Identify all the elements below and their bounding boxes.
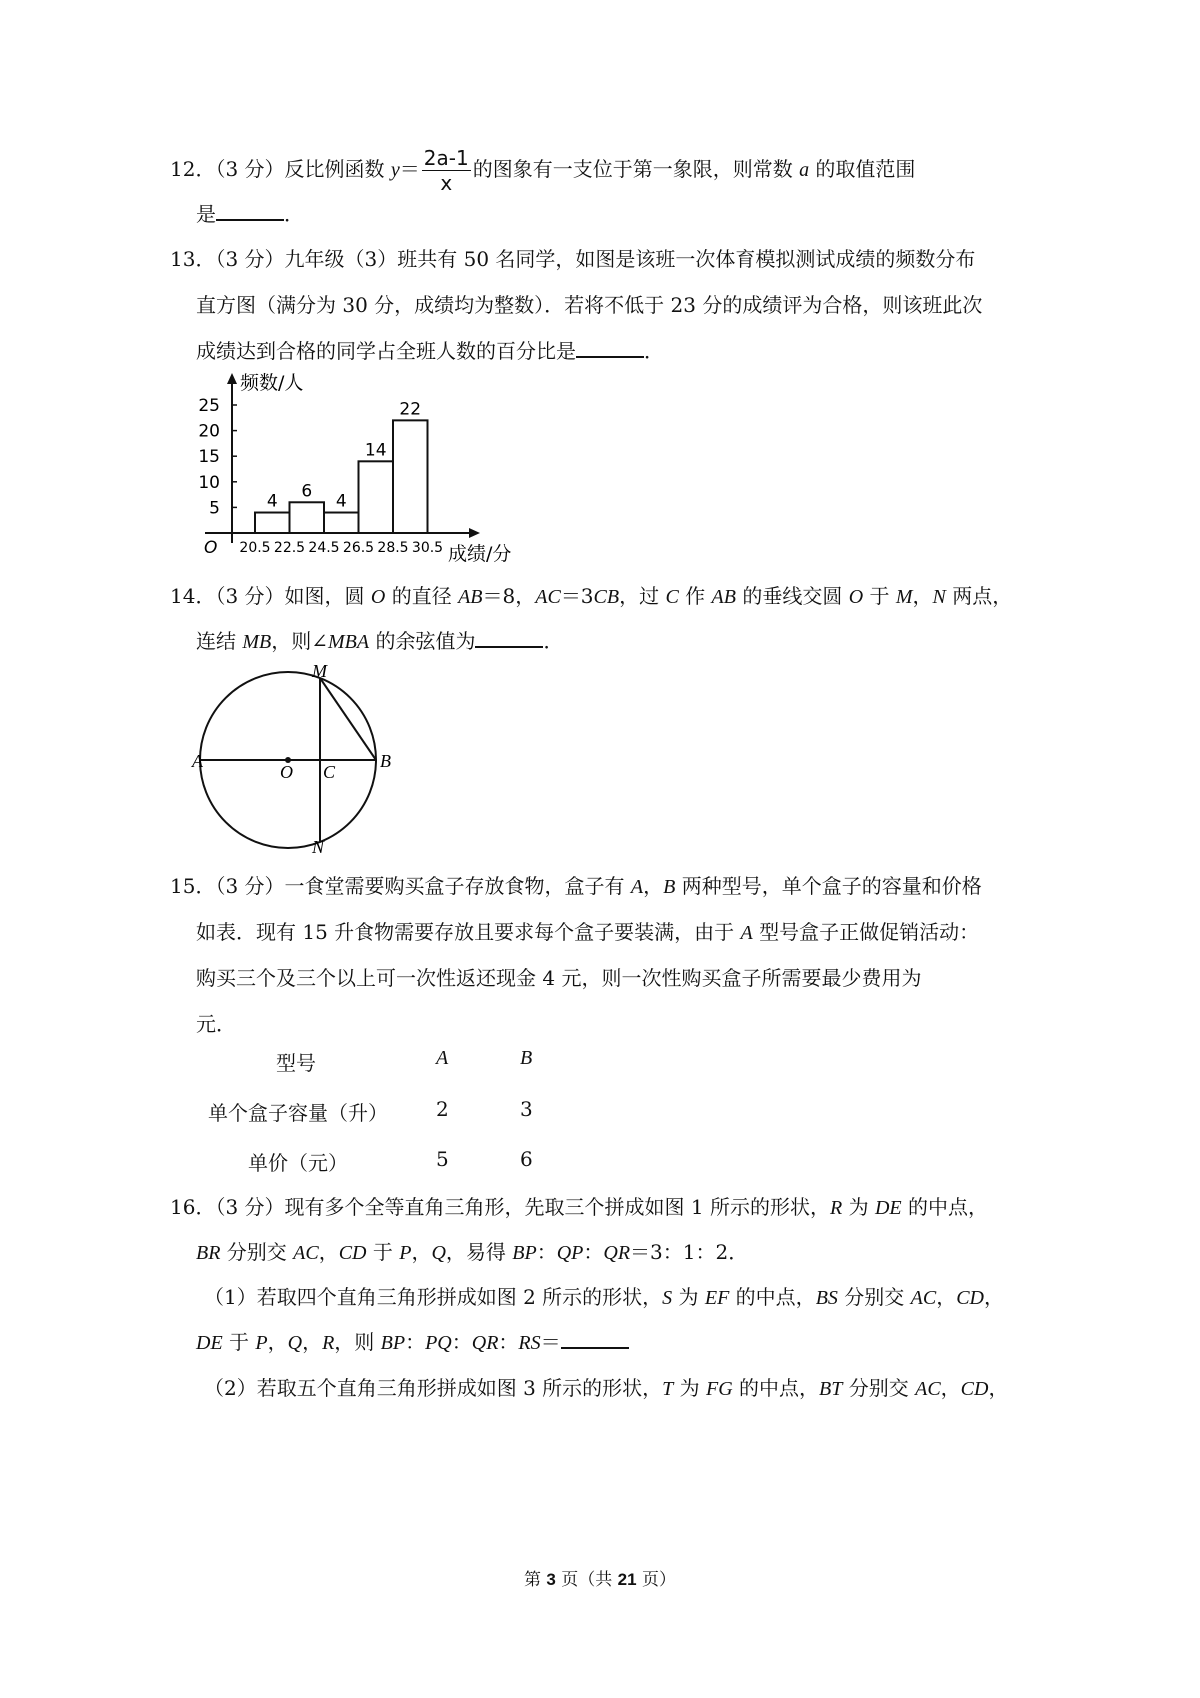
- y-tick-label: 15: [198, 447, 220, 468]
- histogram-bar: [290, 502, 325, 533]
- table-header-a: A: [436, 1047, 449, 1069]
- q13-line2: 直方图（满分为 30 分，成绩均为整数）．若将不低于 23 分的成绩评为合格，则该班此次: [196, 293, 983, 317]
- q14-line1: 14．（3 分）如图，圆 O 的直径 AB＝8，AC＝3CB，过 C 作 AB 的垂线交圆 O 于 M，N 两点，: [170, 584, 1013, 608]
- histogram-bar: [393, 420, 428, 533]
- table-row-capacity-a: 2: [436, 1097, 449, 1121]
- answer-blank: [561, 1329, 629, 1349]
- table-row-price-label: 单价（元）: [248, 1151, 348, 1175]
- y-axis-label: 频数/人: [240, 372, 304, 394]
- y-tick-label: 20: [198, 421, 220, 442]
- origin-label: O: [204, 538, 218, 558]
- q15-line3: 购买三个及三个以上可一次性返还现金 4 元，则一次性购买盒子所需要最少费用为: [196, 966, 922, 990]
- q15-line2: 如表．现有 15 升食物需要存放且要求每个盒子要装满，由于 A 型号盒子正做促销活动：: [196, 920, 980, 944]
- q13-line3: 成绩达到合格的同学占全班人数的百分比是 ．: [196, 339, 664, 363]
- page-number: 3: [546, 1570, 556, 1589]
- bar-value-label: 6: [301, 481, 313, 502]
- histogram-bar: [359, 461, 394, 533]
- bar-value-label: 4: [335, 491, 347, 512]
- y-tick-label: 25: [198, 396, 220, 416]
- q16-line1: 16．（3 分）现有多个全等直角三角形，先取三个拼成如图 1 所示的形状，R 为 DE 的中点，: [170, 1195, 988, 1219]
- label-n: N: [312, 837, 325, 855]
- page-total: 21: [617, 1570, 637, 1589]
- q16-sub1-line2: DE 于 P，Q，R，则 BP：PQ：QR：RS＝: [196, 1328, 629, 1357]
- bar-value-label: 14: [364, 440, 387, 461]
- table-row-price-a: 5: [436, 1147, 449, 1171]
- x-axis-arrow: [469, 528, 480, 538]
- page-footer: 第 3 页（共 21 页）: [523, 1570, 676, 1590]
- q16-sub1-line1: （1）若取四个直角三角形拼成如图 2 所示的形状，S 为 EF 的中点，BS 分别交 AC，CD，: [204, 1285, 1004, 1309]
- q12-line2: 是 ．: [196, 202, 304, 226]
- x-tick-label: 30.5: [411, 540, 444, 556]
- histogram-chart: [190, 365, 530, 570]
- label-c: C: [323, 762, 336, 782]
- bar-value-label: 22: [399, 399, 422, 420]
- table-header-b: B: [520, 1047, 533, 1069]
- circle-figure: [190, 665, 410, 855]
- x-tick-label: 20.5: [239, 540, 271, 556]
- answer-blank: [475, 628, 543, 648]
- q16-sub2-line1: （2）若取五个直角三角形拼成如图 3 所示的形状，T 为 FG 的中点，BT 分别交 AC，CD，: [204, 1376, 1009, 1400]
- label-m: M: [312, 665, 327, 681]
- q15-line1: 15．（3 分）一食堂需要购买盒子存放食物，盒子有 A，B 两种型号，单个盒子的容量和价格: [170, 874, 982, 898]
- q14-line2: 连结 MB，则∠MBA 的余弦值为 ．: [196, 629, 564, 653]
- q16-line2: BR 分别交 AC，CD 于 P，Q，易得 BP：QP：QR＝3：1：2．: [196, 1240, 749, 1264]
- table-row-price-b: 6: [520, 1147, 533, 1171]
- x-tick-label: 28.5: [377, 540, 409, 556]
- table-row-capacity-label: 单个盒子容量（升）: [208, 1101, 388, 1125]
- table-row-capacity-b: 3: [520, 1097, 533, 1121]
- y-tick-label: 5: [209, 498, 220, 519]
- x-tick-label: 26.5: [342, 540, 375, 556]
- bar-value-label: 4: [266, 491, 278, 512]
- segment-mb: [320, 678, 376, 760]
- q13-line1: 13．（3 分）九年级（3）班共有 50 名同学，如图是该班一次体育模拟测试成绩的频数分布: [170, 247, 976, 271]
- q12-line1: 12．（3 分）反比例函数 y＝ $\frac{2a-1}{x}$ 的图象有一支位于第一象限，则常数 a 的取值范围: [170, 146, 916, 195]
- label-b: B: [380, 751, 391, 771]
- label-a: A: [192, 751, 203, 771]
- histogram-bar: [255, 513, 290, 533]
- table-header-model: 型号: [276, 1051, 316, 1075]
- histogram-bar: [324, 513, 359, 533]
- label-o: O: [280, 762, 293, 782]
- answer-blank: [216, 201, 284, 221]
- x-tick-label: 24.5: [308, 540, 340, 556]
- answer-blank: [576, 338, 644, 358]
- fraction: $\frac{2a-1}{x}$: [423, 146, 469, 195]
- x-axis-label: 成绩/分: [448, 543, 512, 565]
- y-axis-arrow: [227, 373, 237, 384]
- x-tick-label: 22.5: [273, 540, 306, 556]
- q15-line4: 元．: [196, 1012, 236, 1036]
- y-tick-label: 10: [198, 472, 220, 493]
